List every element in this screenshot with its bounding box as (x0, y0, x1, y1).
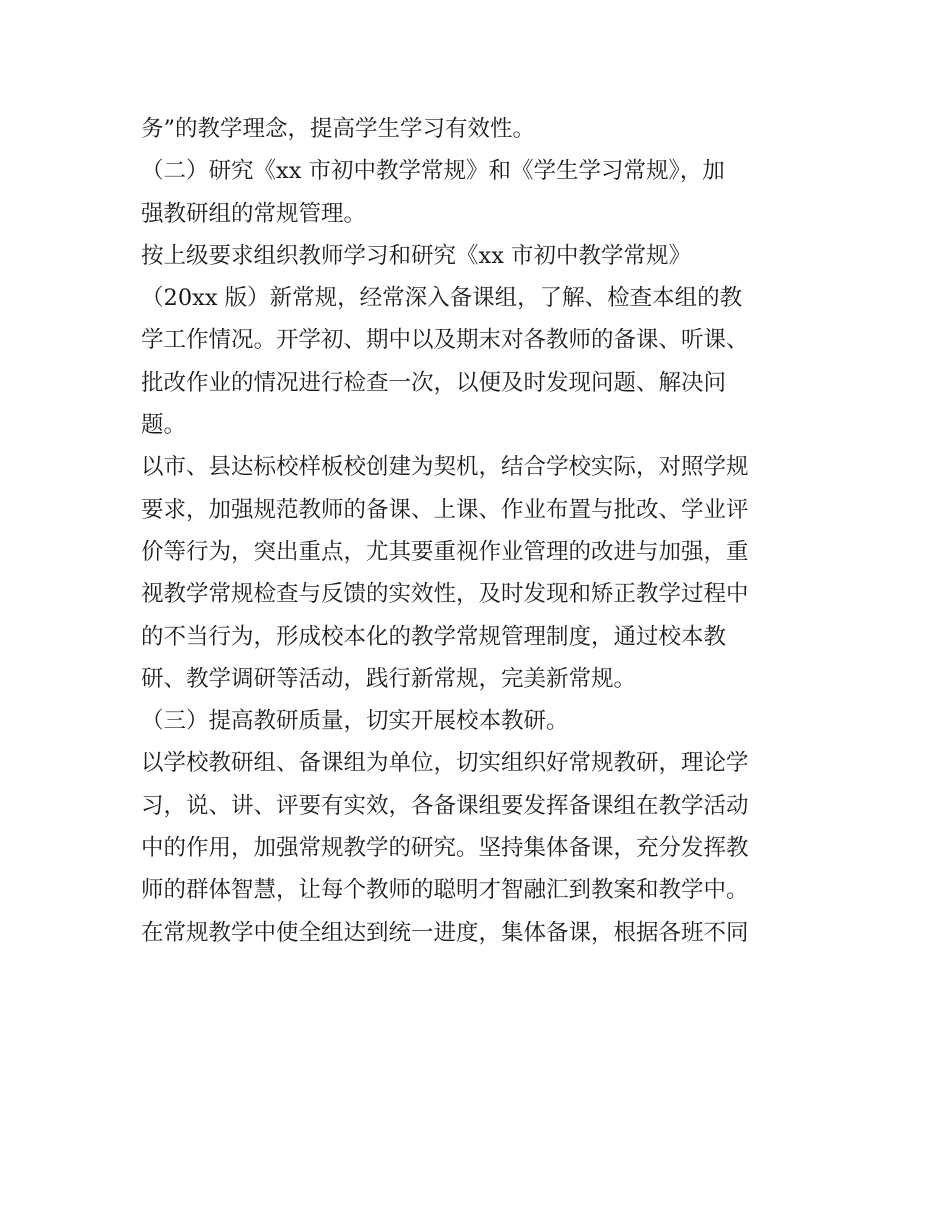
text-line: 以市、县达标校样板校创建为契机，结合学校实际，对照学规 (141, 454, 749, 481)
text-line: 习，说、讲、评要有实效，各备课组要发挥备课组在教学活动 (141, 792, 749, 819)
text-line: 学工作情况。开学初、期中以及期末对各教师的备课、听课、 (141, 327, 749, 354)
text-line: 的不当行为，形成校本化的教学常规管理制度，通过校本教 (141, 623, 727, 650)
text-line: 师的群体智慧，让每个教师的聪明才智融汇到教案和教学中。 (141, 877, 749, 904)
document-body (141, 108, 821, 954)
section-heading: （三）提高教研质量，切实开展校本教研。 (141, 708, 569, 735)
section-heading: （二）研究《xx 市初中教学常规》和《学生学习常规》，加 (141, 158, 725, 185)
text-line: 要求，加强规范教师的备课、上课、作业布置与批改、学业评 (141, 496, 749, 523)
text-line: 按上级要求组织教师学习和研究《xx 市初中教学常规》 (141, 242, 692, 269)
text-line: 务”的教学理念，提高学生学习有效性。 (141, 116, 536, 142)
text-line: 价等行为，突出重点，尤其要重视作业管理的改进与加强，重 (141, 538, 749, 565)
text-line: 批改作业的情况进行检查一次，以便及时发现问题、解决问 (141, 369, 727, 396)
text-line: 强教研组的常规管理。 (141, 200, 367, 227)
text-line: （20xx 版）新常规，经常深入备课组，了解、检查本组的教 (141, 285, 743, 312)
text-line: 研、教学调研等活动，践行新常规，完美新常规。 (141, 665, 637, 692)
text-line: 题。 (141, 412, 187, 439)
text-line: 视教学常规检查与反馈的实效性，及时发现和矫正教学过程中 (141, 581, 749, 608)
text-line: 中的作用，加强常规教学的研究。坚持集体备课，充分发挥教 (141, 835, 749, 862)
text-line: 以学校教研组、备课组为单位，切实组织好常规教研，理论学 (141, 750, 749, 777)
text-line: 在常规教学中使全组达到统一进度，集体备课，根据各班不同 (141, 919, 749, 946)
